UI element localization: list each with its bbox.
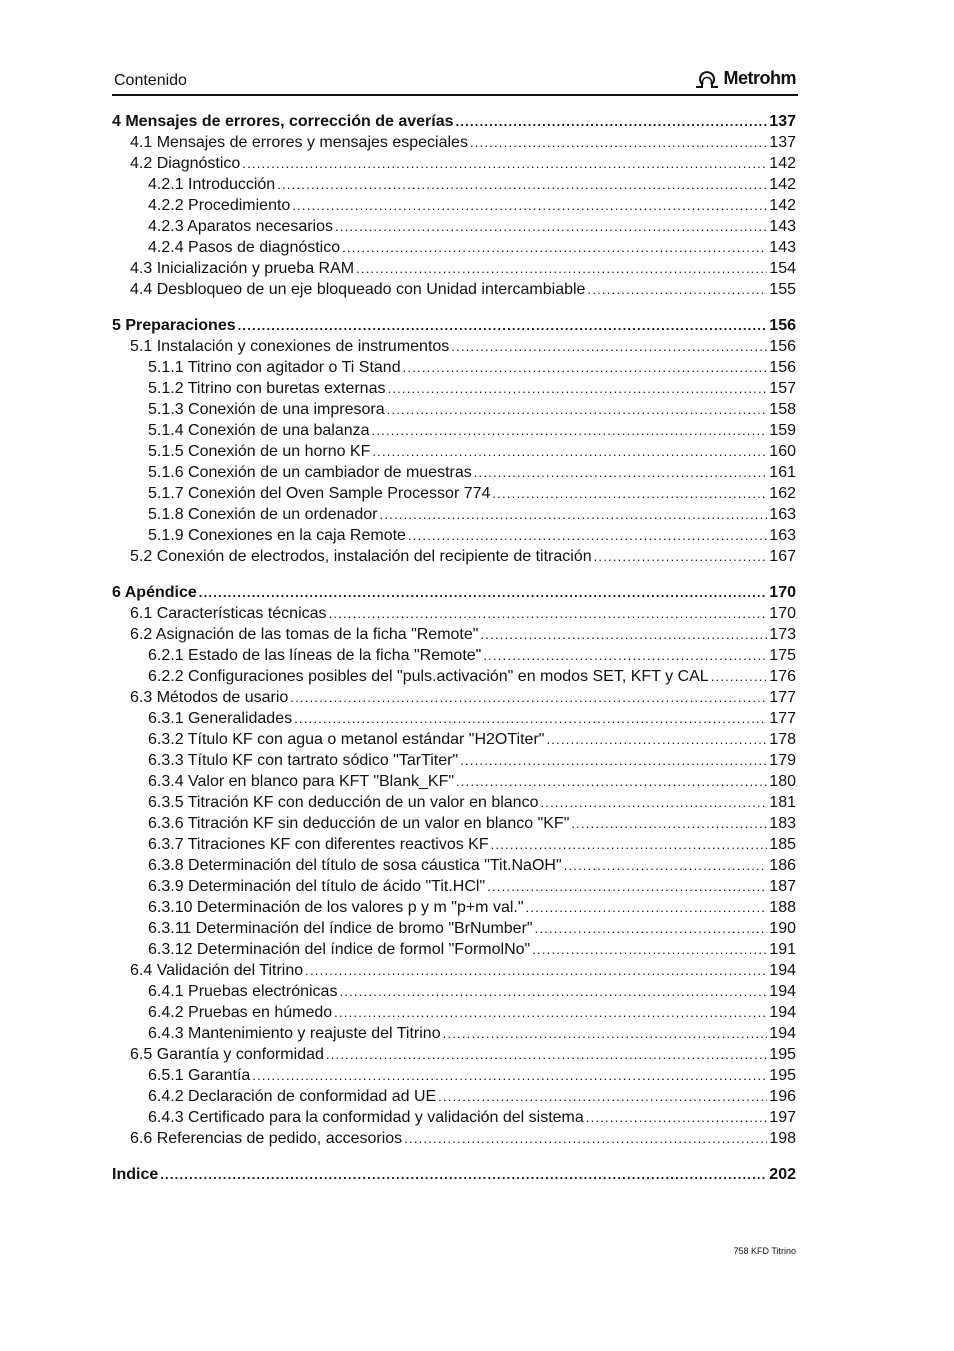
toc-page-number: 175 [769, 647, 796, 664]
toc-page-number: 190 [769, 920, 796, 937]
toc-entry[interactable] [112, 527, 796, 548]
toc-entry[interactable] [112, 815, 796, 836]
toc-entry-label: 6.4.2 Declaración de conformidad ad UE [148, 1088, 437, 1105]
toc-entry[interactable] [112, 899, 796, 920]
toc-entry-label: 6.3.12 Determinación del índice de formol "FormolNo" [148, 941, 531, 958]
toc-page-number: 181 [769, 794, 796, 811]
toc-entry-label: 6.5 Garantía y conformidad [130, 1046, 324, 1063]
toc-entry-label: 5.1 Instalación y conexiones de instrumentos [130, 338, 450, 355]
toc-leader-dots [487, 879, 767, 894]
toc-entry-label: 5.1.5 Conexión de un horno KF [148, 443, 371, 460]
toc-entry[interactable] [112, 626, 796, 647]
toc-page-number: 176 [769, 668, 796, 685]
toc-entry-label: 6.3.9 Determinación del título de ácido "Tit.HCl" [148, 878, 486, 895]
toc-leader-dots [483, 648, 767, 663]
toc-page-number: 194 [769, 983, 796, 1000]
toc-page-number: 155 [769, 281, 796, 298]
toc-leader-dots [460, 753, 767, 768]
toc-entry-label: 6.2.1 Estado de las líneas de la ficha "Remote" [148, 647, 482, 664]
toc-section [112, 584, 796, 1151]
toc-entry-label: 4.1 Mensajes de errores y mensajes especiales [130, 134, 468, 151]
toc-entry-label: 6.3.3 Título KF con tartrato sódico "TarTiter" [148, 752, 459, 769]
toc-entry[interactable] [112, 218, 796, 239]
toc-page-number: 170 [769, 605, 796, 622]
toc-entry-label: 5.1.9 Conexiones en la caja Remote [148, 527, 406, 544]
toc-page-number: 196 [769, 1088, 796, 1105]
toc-entry-label: 5.1.6 Conexión de un cambiador de muestras [148, 464, 472, 481]
toc-entry[interactable] [112, 605, 796, 626]
toc-leader-dots [242, 156, 767, 171]
toc-entry[interactable] [112, 1130, 796, 1151]
toc-chapter-entry[interactable] [112, 584, 796, 605]
toc-page-number: 161 [769, 464, 796, 481]
page-header [112, 64, 798, 96]
toc-page-number: 186 [769, 857, 796, 874]
toc-entry-label: 4.2.2 Procedimiento [148, 197, 291, 214]
toc-page-number: 194 [769, 1004, 796, 1021]
toc-leader-dots [571, 816, 767, 831]
toc-page-number: 177 [769, 689, 796, 706]
toc-page-number: 194 [769, 1025, 796, 1042]
toc-section [112, 1166, 796, 1187]
toc-page-number: 159 [769, 422, 796, 439]
toc-entry[interactable] [112, 359, 796, 380]
brand-logo [694, 68, 797, 89]
toc-entry-label: 6.3.7 Titraciones KF con diferentes reactivos KF [148, 836, 489, 853]
toc-entry-label: 6.2 Asignación de las tomas de la ficha "Remote" [130, 626, 479, 643]
toc-entry[interactable] [112, 941, 796, 962]
toc-page-number: 156 [769, 359, 796, 376]
toc-page-number: 178 [769, 731, 796, 748]
toc-leader-dots [492, 486, 767, 501]
toc-entry-label: 5.1.3 Conexión de una impresora [148, 401, 385, 418]
toc-section [112, 113, 796, 302]
toc-leader-dots [326, 1047, 767, 1062]
toc-page-number: 197 [769, 1109, 796, 1126]
toc-leader-dots [160, 1167, 767, 1182]
toc-entry[interactable] [112, 773, 796, 794]
toc-entry-label: 6.3.6 Titración KF sin deducción de un valor en blanco "KF" [148, 815, 570, 832]
toc-entry-label: 5.1.4 Conexión de una balanza [148, 422, 370, 439]
toc-entry-label: 6.4.1 Pruebas electrónicas [148, 983, 338, 1000]
toc-entry-label: 5.1.1 Titrino con agitador o Ti Stand [148, 359, 401, 376]
toc-page-number: 198 [769, 1130, 796, 1147]
toc-page-number: 167 [769, 548, 796, 565]
toc-entry-label: 6.4.2 Pruebas en húmedo [148, 1004, 333, 1021]
toc-page-number: 188 [769, 899, 796, 916]
toc-page-number: 137 [769, 134, 796, 151]
toc-entry-label: 4.2.4 Pasos de diagnóstico [148, 239, 341, 256]
toc-page-number: 195 [769, 1067, 796, 1084]
toc-leader-dots [294, 711, 767, 726]
toc-entry[interactable] [112, 464, 796, 485]
toc-leader-dots [451, 339, 767, 354]
toc-entry-label: 6.5.1 Garantía [148, 1067, 251, 1084]
toc-entry[interactable] [112, 1004, 796, 1025]
toc-entry[interactable] [112, 794, 796, 815]
toc-leader-dots [335, 219, 767, 234]
brand-name: Metrohm [723, 68, 796, 88]
toc-entry-label: 6 Apéndice [112, 584, 197, 601]
toc-leader-dots [380, 507, 768, 522]
toc-entry[interactable] [112, 485, 796, 506]
toc-entry-label: 6.4.3 Certificado para la conformidad y validación del sistema [148, 1109, 584, 1126]
toc-leader-dots [594, 549, 768, 564]
toc-entry[interactable] [112, 710, 796, 731]
table-of-contents [112, 113, 796, 1202]
toc-entry[interactable] [112, 668, 796, 689]
toc-page-number: 191 [769, 941, 796, 958]
toc-leader-dots [238, 318, 768, 333]
toc-entry-label: 5.1.2 Titrino con buretas externas [148, 380, 386, 397]
toc-entry-label: 6.3.5 Titración KF con deducción de un valor en blanco [148, 794, 539, 811]
toc-entry[interactable] [112, 1067, 796, 1088]
toc-page-number: 158 [769, 401, 796, 418]
toc-entry-label: 4.4 Desbloqueo de un eje bloqueado con Unidad intercambiable [130, 281, 586, 298]
toc-entry-label: 6.4 Validación del Titrino [130, 962, 304, 979]
toc-entry-label: 4.2.1 Introducción [148, 176, 276, 193]
toc-page-number: 157 [769, 380, 796, 397]
toc-chapter-entry[interactable] [112, 1166, 796, 1187]
toc-entry-label: 6.3.4 Valor en blanco para KFT "Blank_KF" [148, 773, 455, 790]
toc-entry[interactable] [112, 134, 796, 155]
toc-entry-label: 6.3 Métodos de usario [130, 689, 289, 706]
toc-entry[interactable] [112, 155, 796, 176]
toc-chapter-entry[interactable] [112, 113, 796, 134]
toc-leader-dots [408, 528, 767, 543]
toc-leader-dots [252, 1068, 767, 1083]
toc-leader-dots [480, 627, 767, 642]
toc-entry-label: 6.2.2 Configuraciones posibles del "puls.activación" en modos SET, KFT y CAL [148, 668, 709, 685]
toc-leader-dots [456, 114, 768, 129]
toc-chapter-entry[interactable] [112, 317, 796, 338]
toc-page-number: 142 [769, 197, 796, 214]
toc-page-number: 195 [769, 1046, 796, 1063]
toc-leader-dots [387, 402, 768, 417]
toc-entry[interactable] [112, 422, 796, 443]
toc-page-number: 143 [769, 218, 796, 235]
toc-page-number: 143 [769, 239, 796, 256]
toc-entry[interactable] [112, 836, 796, 857]
toc-leader-dots [404, 1131, 767, 1146]
toc-entry[interactable] [112, 1088, 796, 1109]
toc-entry[interactable] [112, 752, 796, 773]
toc-leader-dots [387, 381, 767, 396]
toc-leader-dots [372, 423, 768, 438]
toc-page-number: 180 [769, 773, 796, 790]
toc-entry[interactable] [112, 506, 796, 527]
toc-entry-label: 6.3.11 Determinación del índice de bromo "BrNumber" [148, 920, 533, 937]
toc-leader-dots [532, 942, 767, 957]
toc-entry-label: 4.3 Inicialización y prueba RAM [130, 260, 355, 277]
toc-leader-dots [586, 1110, 768, 1125]
toc-leader-dots [305, 963, 767, 978]
toc-entry[interactable] [112, 176, 796, 197]
toc-page-number: 194 [769, 962, 796, 979]
toc-entry[interactable] [112, 401, 796, 422]
toc-page-number: 156 [769, 338, 796, 355]
toc-leader-dots [356, 261, 767, 276]
toc-page-number: 173 [769, 626, 796, 643]
toc-page-number: 154 [769, 260, 796, 277]
toc-entry-label: 6.3.10 Determinación de los valores p y m "p+m val." [148, 899, 524, 916]
toc-entry-label: 4 Mensajes de errores, corrección de averías [112, 113, 454, 130]
toc-leader-dots [474, 465, 768, 480]
toc-page-number: 163 [769, 506, 796, 523]
toc-entry-label: 6.1 Características técnicas [130, 605, 327, 622]
toc-leader-dots [546, 732, 767, 747]
toc-entry[interactable] [112, 548, 796, 569]
toc-entry-label: 6.3.1 Generalidades [148, 710, 293, 727]
toc-page-number: 142 [769, 176, 796, 193]
toc-entry[interactable] [112, 281, 796, 302]
toc-page-number: 179 [769, 752, 796, 769]
toc-page-number: 137 [769, 113, 796, 130]
toc-leader-dots [403, 360, 768, 375]
toc-leader-dots [334, 1005, 767, 1020]
toc-page-number: 170 [769, 584, 796, 601]
toc-page-number: 202 [769, 1166, 796, 1183]
toc-entry[interactable] [112, 731, 796, 752]
toc-entry[interactable] [112, 857, 796, 878]
toc-leader-dots [540, 795, 767, 810]
toc-leader-dots [438, 1089, 767, 1104]
toc-entry-label: Indice [112, 1166, 159, 1183]
toc-leader-dots [292, 198, 767, 213]
toc-entry-label: 5.2 Conexión de electrodos, instalación del recipiente de titración [130, 548, 592, 565]
toc-entry-label: 6.6 Referencias de pedido, accesorios [130, 1130, 403, 1147]
toc-leader-dots [342, 240, 767, 255]
toc-entry-label: 5.1.8 Conexión de un ordenador [148, 506, 378, 523]
toc-page-number: 177 [769, 710, 796, 727]
toc-entry[interactable] [112, 1046, 796, 1067]
toc-leader-dots [491, 837, 768, 852]
toc-page-number: 185 [769, 836, 796, 853]
toc-entry[interactable] [112, 920, 796, 941]
toc-entry[interactable] [112, 1109, 796, 1130]
toc-section [112, 317, 796, 569]
toc-leader-dots [329, 606, 768, 621]
header-title: Contenido [114, 72, 187, 89]
toc-page-number: 160 [769, 443, 796, 460]
toc-leader-dots [339, 984, 767, 999]
toc-entry[interactable] [112, 197, 796, 218]
toc-entry-label: 5.1.7 Conexión del Oven Sample Processor 774 [148, 485, 491, 502]
toc-page-number: 163 [769, 527, 796, 544]
toc-entry-label: 5 Preparaciones [112, 317, 236, 334]
toc-entry[interactable] [112, 962, 796, 983]
toc-entry[interactable] [112, 878, 796, 899]
toc-leader-dots [587, 282, 767, 297]
toc-leader-dots [277, 177, 767, 192]
toc-leader-dots [443, 1026, 768, 1041]
toc-entry[interactable] [112, 260, 796, 281]
toc-entry[interactable] [112, 647, 796, 668]
toc-entry-label: 4.2.3 Aparatos necesarios [148, 218, 334, 235]
toc-leader-dots [535, 921, 768, 936]
toc-entry-label: 6.3.8 Determinación del título de sosa cáustica "Tit.NaOH" [148, 857, 562, 874]
toc-page-number: 156 [769, 317, 796, 334]
toc-entry-label: 6.3.2 Título KF con agua o metanol estándar "H2OTiter" [148, 731, 545, 748]
toc-leader-dots [564, 858, 768, 873]
footer-text: 758 KFD Titrino [733, 1246, 796, 1256]
toc-entry[interactable] [112, 1025, 796, 1046]
toc-leader-dots [456, 774, 767, 789]
toc-leader-dots [290, 690, 767, 705]
toc-leader-dots [199, 585, 768, 600]
toc-entry[interactable] [112, 380, 796, 401]
toc-leader-dots [372, 444, 767, 459]
metrohm-omega-icon [694, 70, 720, 88]
toc-leader-dots [711, 669, 768, 684]
toc-entry-label: 4.2 Diagnóstico [130, 155, 241, 172]
toc-entry[interactable] [112, 983, 796, 1004]
toc-entry[interactable] [112, 443, 796, 464]
toc-page-number: 183 [769, 815, 796, 832]
toc-entry[interactable] [112, 338, 796, 359]
toc-page-number: 142 [769, 155, 796, 172]
toc-entry[interactable] [112, 239, 796, 260]
toc-entry[interactable] [112, 689, 796, 710]
toc-entry-label: 6.4.3 Mantenimiento y reajuste del Titrino [148, 1025, 441, 1042]
toc-page-number: 187 [769, 878, 796, 895]
toc-page-number: 162 [769, 485, 796, 502]
toc-leader-dots [526, 900, 768, 915]
toc-leader-dots [470, 135, 767, 150]
